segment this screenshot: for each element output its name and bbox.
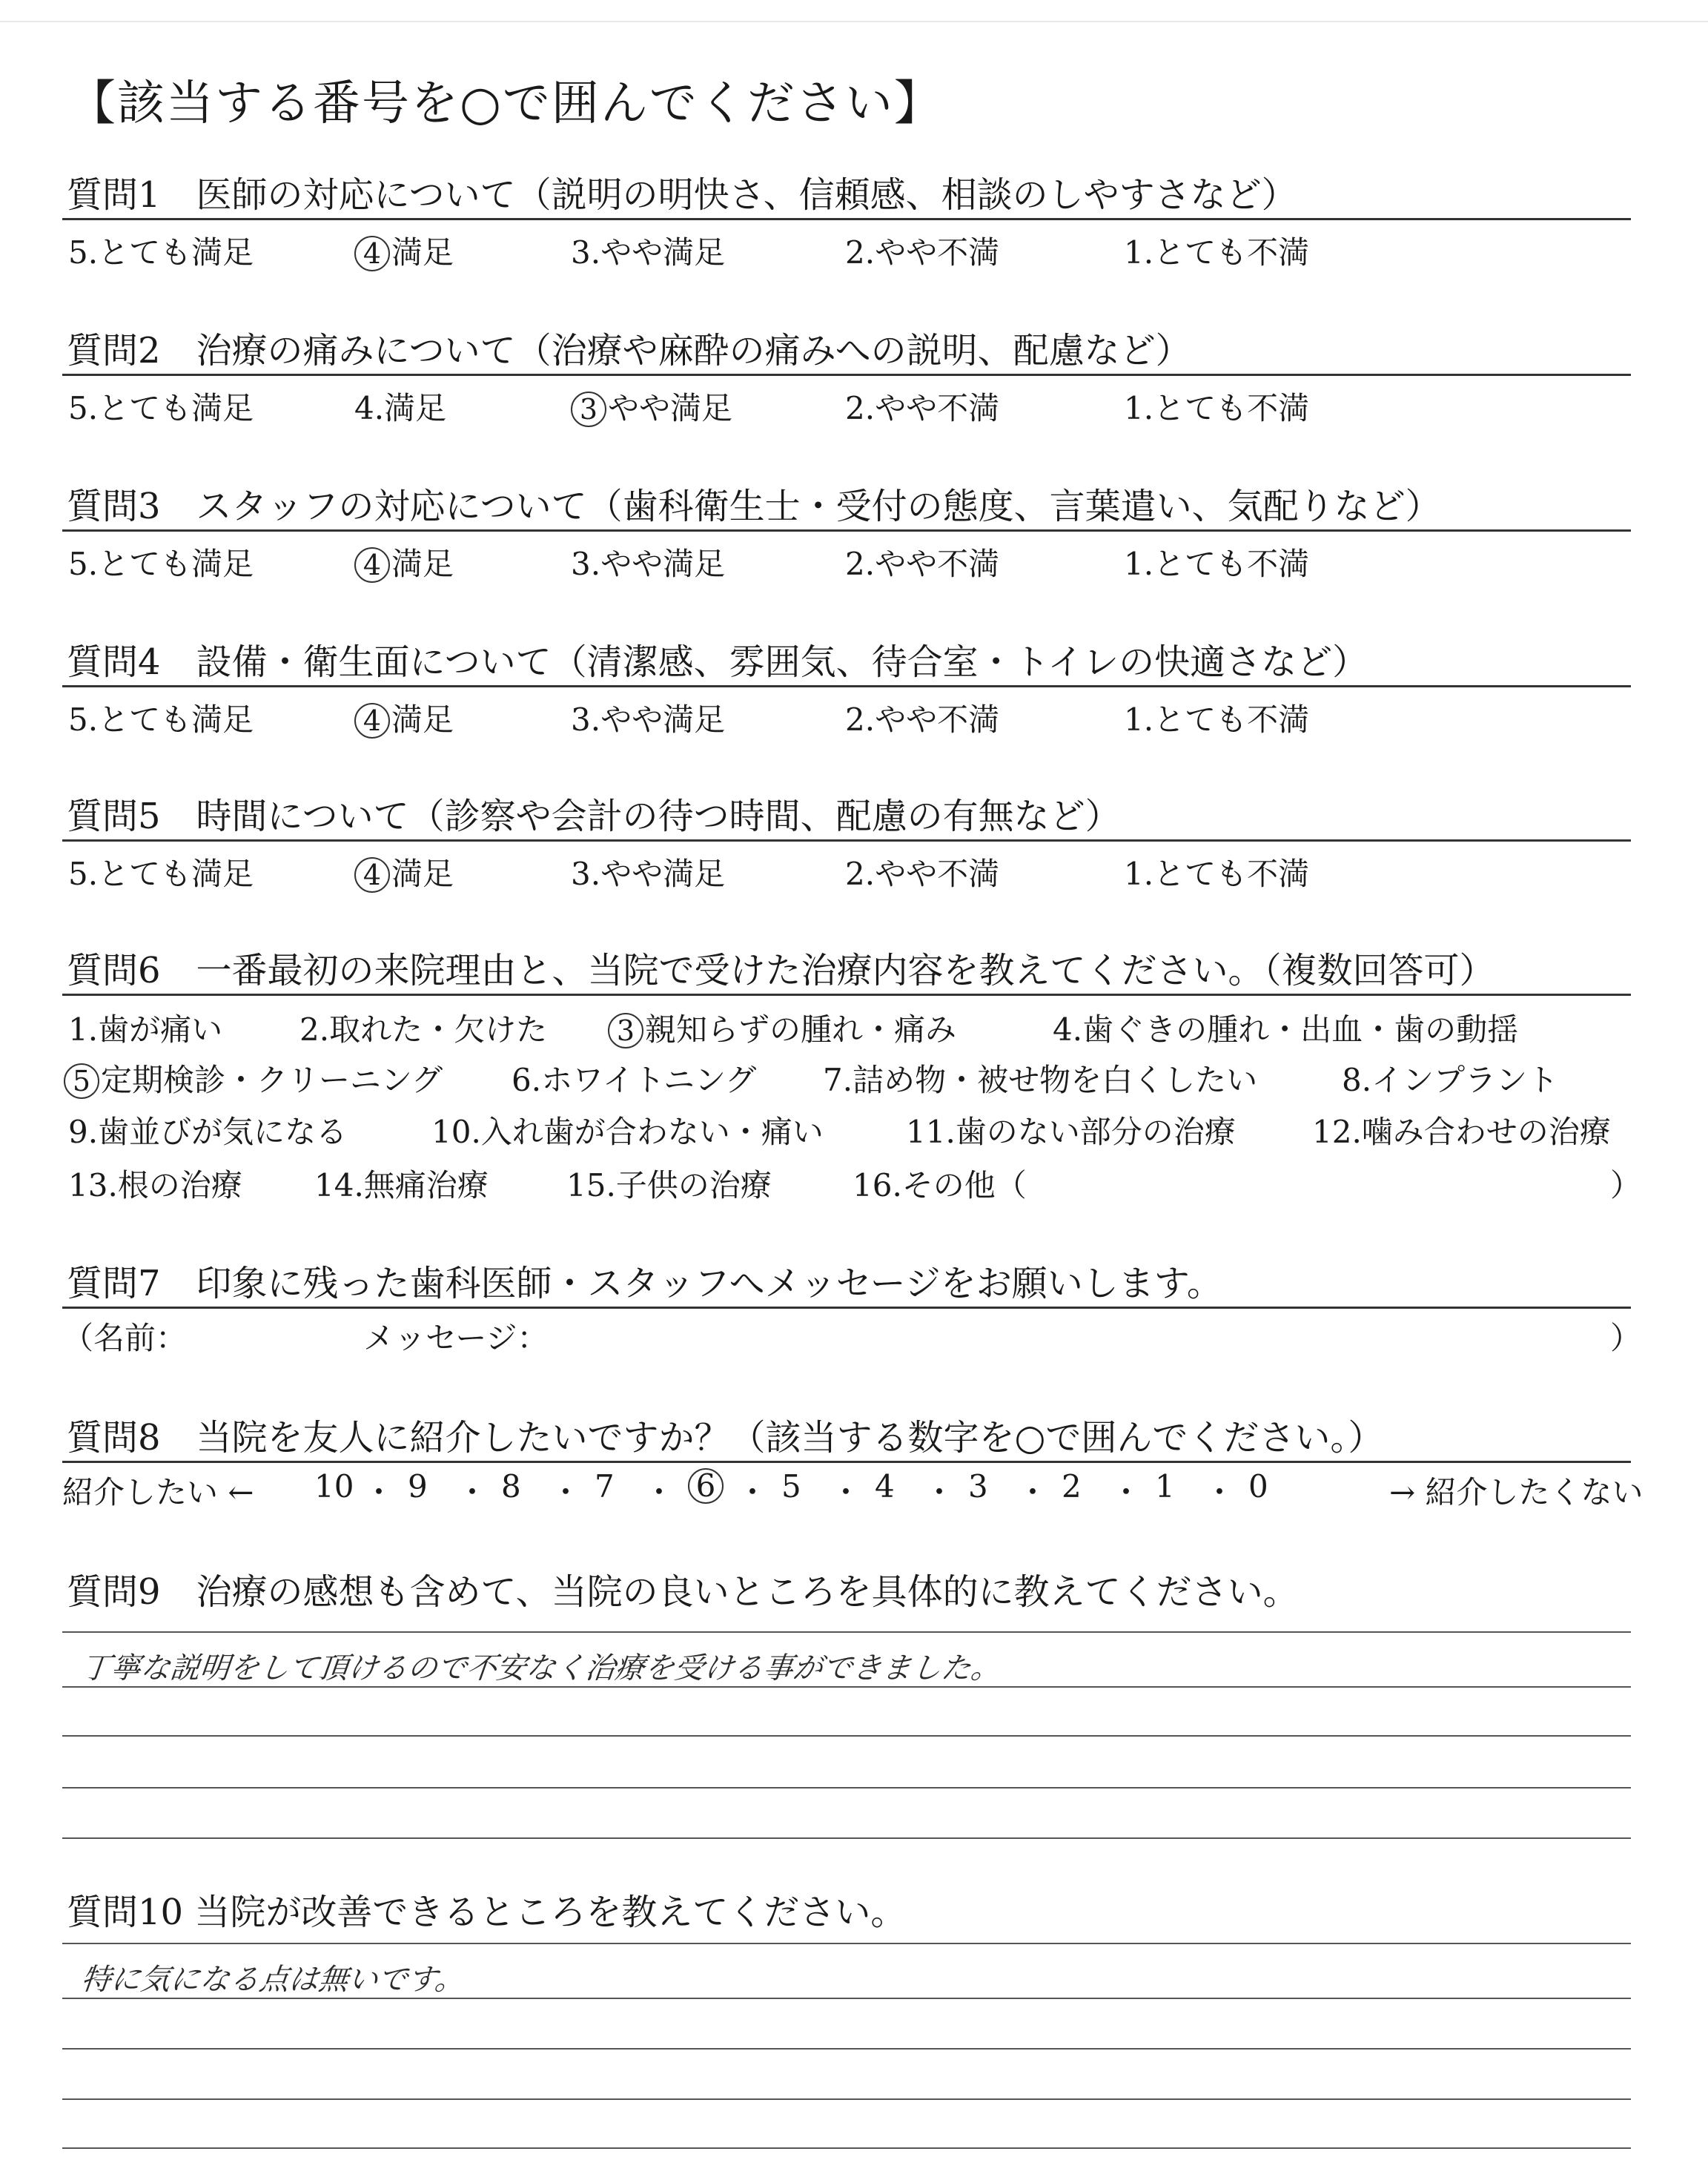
- q3-rule: [62, 529, 1631, 532]
- q7-rule: [62, 1307, 1631, 1309]
- option-number: 2.: [845, 856, 875, 892]
- q5-option-4[interactable]: [354, 850, 454, 894]
- option-label: とても満足: [98, 701, 254, 738]
- q6-option-8[interactable]: [1342, 1056, 1558, 1100]
- option-number: 1.: [1124, 234, 1154, 271]
- q8-scale-2[interactable]: 2: [1062, 1468, 1082, 1505]
- option-label: とても満足: [98, 546, 254, 582]
- q9-line-1: [62, 1631, 1631, 1633]
- option-label: とても不満: [1153, 856, 1310, 892]
- option-number: 13.: [68, 1167, 118, 1203]
- q8-scale-selected[interactable]: 6: [688, 1468, 724, 1504]
- option-number: 1.: [1124, 390, 1154, 426]
- q2-option-4[interactable]: [354, 384, 446, 429]
- option-label: 根の治療: [117, 1167, 242, 1203]
- q8-scale-7[interactable]: 7: [595, 1468, 615, 1505]
- q10-line-2: [62, 1998, 1631, 1999]
- q1-option-4[interactable]: [354, 228, 454, 273]
- option-number: 4.: [1053, 1011, 1083, 1048]
- selected-circle: 4: [354, 703, 390, 739]
- option-label: インプラント: [1371, 1062, 1559, 1098]
- option-label: 満足: [391, 701, 454, 738]
- selected-circle: 3: [608, 1013, 643, 1048]
- q6-option-12[interactable]: [1312, 1108, 1611, 1152]
- q9-line-5: [62, 1837, 1631, 1839]
- q7-name-label: （名前：: [62, 1320, 188, 1356]
- q6-option-4[interactable]: [1053, 1005, 1518, 1050]
- q1-option-3[interactable]: [571, 228, 725, 273]
- q8-separator: ・: [1017, 1474, 1049, 1510]
- q10-line-5: [62, 2147, 1631, 2149]
- option-label: やや不満: [875, 701, 1000, 738]
- q8-scale-10[interactable]: 10: [314, 1468, 354, 1505]
- q3-option-2[interactable]: [845, 540, 999, 584]
- option-label: 歯ぐきの腫れ・出血・歯の動揺: [1082, 1011, 1519, 1048]
- option-number: 16.: [853, 1167, 902, 1203]
- q5-heading: 質問5 時間について（診察や会計の待つ時間、配慮の有無など）: [67, 796, 1121, 837]
- q7-message-label: メッセージ：: [363, 1320, 549, 1356]
- q1-rule: [62, 218, 1631, 220]
- q7-close: ）: [1610, 1320, 1642, 1356]
- q4-option-5[interactable]: [68, 696, 254, 740]
- q2-option-3[interactable]: [571, 384, 732, 429]
- option-number: 1.: [1124, 856, 1154, 892]
- q8-separator: ・: [457, 1474, 489, 1510]
- selected-circle: 4: [354, 857, 390, 893]
- option-number: 5.: [68, 856, 99, 892]
- option-number: 11.: [906, 1114, 956, 1150]
- q2-option-5[interactable]: [68, 384, 254, 429]
- option-label: その他（: [901, 1167, 1027, 1203]
- option-label: とても不満: [1153, 390, 1310, 426]
- option-number: 2.: [299, 1011, 330, 1048]
- q6-option-1[interactable]: [68, 1005, 222, 1050]
- q3-option-4[interactable]: [354, 540, 454, 584]
- q9-line-3: [62, 1735, 1631, 1737]
- q4-option-1[interactable]: [1124, 696, 1309, 740]
- q6-option-14[interactable]: [314, 1161, 489, 1206]
- q8-scale-0[interactable]: 0: [1248, 1468, 1268, 1505]
- option-label: 歯のない部分の治療: [955, 1114, 1236, 1150]
- option-label: やや不満: [875, 234, 1000, 271]
- option-label: 噛み合わせの治療: [1361, 1114, 1611, 1150]
- option-label: 歯が痛い: [98, 1011, 223, 1048]
- option-label: やや満足: [600, 234, 726, 271]
- q8-scale-5[interactable]: 5: [781, 1468, 801, 1505]
- option-number: 3.: [571, 701, 601, 738]
- option-number: 5.: [68, 390, 99, 426]
- option-number: 5.: [68, 701, 99, 738]
- page-title: 【該当する番号を○で囲んでください】: [68, 76, 943, 131]
- option-label: やや満足: [600, 546, 726, 582]
- option-number: 10.: [431, 1114, 481, 1150]
- option-number: 15.: [566, 1167, 616, 1203]
- option-number: 3.: [571, 546, 601, 582]
- option-label: とても満足: [98, 856, 254, 892]
- option-label: 歯並びが気になる: [98, 1114, 348, 1150]
- option-number: 14.: [314, 1167, 364, 1203]
- option-label: 満足: [391, 546, 454, 582]
- q2-option-1[interactable]: [1124, 384, 1309, 429]
- q10-line-3: [62, 2048, 1631, 2050]
- q6-option-11[interactable]: [906, 1108, 1236, 1152]
- option-number: 5.: [68, 234, 99, 271]
- q8-heading: 質問8 当院を友人に紹介したいですか？（該当する数字を○で囲んでください。）: [67, 1417, 1384, 1459]
- option-label: 満足: [391, 234, 454, 271]
- option-number: 9.: [68, 1114, 99, 1150]
- q6-option-9[interactable]: [68, 1108, 347, 1152]
- q2-rule: [62, 374, 1631, 376]
- option-number: 2.: [845, 546, 875, 582]
- selected-circle: 3: [571, 392, 606, 427]
- q8-right-label: → 紹介したくない: [1389, 1474, 1644, 1510]
- q9-line-2: [62, 1686, 1631, 1688]
- scan-edge: [0, 21, 1708, 22]
- option-number: 12.: [1312, 1114, 1362, 1150]
- q1-option-1[interactable]: [1124, 228, 1309, 273]
- option-label: 親知らずの腫れ・痛み: [645, 1011, 957, 1048]
- option-number: 1.: [68, 1011, 99, 1048]
- option-number: 8.: [1342, 1062, 1372, 1098]
- q8-separator: ・: [830, 1474, 862, 1510]
- q8-separator: ・: [363, 1474, 395, 1510]
- option-number: 5.: [68, 546, 99, 582]
- q4-option-3[interactable]: [571, 696, 725, 740]
- q4-rule: [62, 685, 1631, 687]
- q9-heading: 質問9 治療の感想も含めて、当院の良いところを具体的に教えてください。: [67, 1571, 1299, 1613]
- option-label: とても不満: [1153, 546, 1310, 582]
- q8-scale-4[interactable]: 4: [875, 1468, 895, 1505]
- q6-rule: [62, 994, 1631, 996]
- q9-line-4: [62, 1787, 1631, 1789]
- selected-circle: 4: [354, 236, 390, 271]
- q6-option-7[interactable]: [823, 1056, 1257, 1100]
- q8-scale-9[interactable]: 9: [408, 1468, 428, 1505]
- q6-option-10[interactable]: [431, 1108, 824, 1152]
- option-number: 3.: [571, 856, 601, 892]
- option-label: やや不満: [875, 546, 1000, 582]
- q8-separator: ・: [550, 1474, 582, 1510]
- q8-left-label: 紹介したい ←: [62, 1474, 254, 1510]
- q6-heading: 質問6 一番最初の来院理由と、当院で受けた治療内容を教えてください。（複数回答可）: [67, 950, 1495, 991]
- q1-option-2[interactable]: [845, 228, 999, 273]
- q6-option-15[interactable]: [566, 1161, 772, 1206]
- q8-scale-8[interactable]: 8: [501, 1468, 521, 1505]
- q10-heading: 質問10 当院が改善できるところを教えてください。: [67, 1892, 907, 1933]
- q8-separator: ・: [737, 1474, 769, 1510]
- q3-option-1[interactable]: [1124, 540, 1309, 584]
- q1-option-5[interactable]: [68, 228, 254, 273]
- option-label: やや満足: [608, 390, 733, 426]
- q1-heading: 質問1 医師の対応について（説明の明快さ、信頼感、相談のしやすさなど）: [67, 174, 1297, 216]
- option-label: 詰め物・被せ物を白くしたい: [853, 1062, 1258, 1098]
- q5-option-2[interactable]: [845, 850, 999, 894]
- option-label: とても不満: [1153, 701, 1310, 738]
- option-label: 無痛治療: [363, 1167, 489, 1203]
- q6-option-6[interactable]: [512, 1056, 756, 1100]
- q3-option-3[interactable]: [571, 540, 725, 584]
- q6-option-2[interactable]: [299, 1005, 547, 1050]
- option-label: とても不満: [1153, 234, 1310, 271]
- option-number: 1.: [1124, 546, 1154, 582]
- q5-option-3[interactable]: [571, 850, 725, 894]
- q7-heading: 質問7 印象に残った歯科医師・スタッフへメッセージをお願いします。: [67, 1263, 1222, 1304]
- q8-separator: ・: [643, 1474, 675, 1510]
- q8-separator: ・: [1204, 1474, 1236, 1510]
- option-number: 2.: [845, 390, 875, 426]
- q4-heading: 質問4 設備・衛生面について（清潔感、雰囲気、待合室・トイレの快適さなど）: [67, 641, 1368, 683]
- selected-circle: 5: [64, 1063, 99, 1099]
- q4-option-4[interactable]: [354, 696, 454, 740]
- q6-other-close: ）: [1610, 1167, 1642, 1203]
- option-label: やや満足: [600, 701, 726, 738]
- option-label: 入れ歯が合わない・痛い: [480, 1114, 824, 1150]
- q10-line-1: [62, 1943, 1631, 1944]
- option-number: 6.: [512, 1062, 542, 1098]
- q8-scale-1[interactable]: 1: [1155, 1468, 1175, 1505]
- option-label: 定期検診・クリーニング: [101, 1062, 443, 1098]
- q6-option-5[interactable]: [64, 1056, 443, 1100]
- option-number: 2.: [845, 701, 875, 738]
- option-number: 7.: [823, 1062, 853, 1098]
- option-number: 3.: [571, 234, 601, 271]
- q5-option-5[interactable]: [68, 850, 254, 894]
- q10-line-4: [62, 2098, 1631, 2100]
- q5-option-1[interactable]: [1124, 850, 1309, 894]
- q10-answer: 特に気になる点は無いです。: [79, 1963, 466, 1997]
- q8-scale-3[interactable]: 3: [968, 1468, 988, 1505]
- option-label: とても満足: [98, 390, 254, 426]
- option-label: やや不満: [875, 856, 1000, 892]
- q4-option-2[interactable]: [845, 696, 999, 740]
- q3-heading: 質問3 スタッフの対応について（歯科衛生士・受付の態度、言葉遣い、気配りなど）: [67, 486, 1441, 527]
- q5-rule: [62, 839, 1631, 842]
- q3-option-5[interactable]: [68, 540, 254, 584]
- q6-option-13[interactable]: [68, 1161, 242, 1206]
- q8-separator: ・: [924, 1474, 956, 1510]
- q2-option-2[interactable]: [845, 384, 999, 429]
- option-label: 満足: [384, 390, 447, 426]
- option-label: やや不満: [875, 390, 1000, 426]
- q2-heading: 質問2 治療の痛みについて（治療や麻酔の痛みへの説明、配慮など）: [67, 330, 1191, 371]
- option-label: ホワイトニング: [541, 1062, 757, 1098]
- q6-option-16[interactable]: [853, 1161, 1027, 1206]
- option-label: 満足: [391, 856, 454, 892]
- selected-circle: 4: [354, 547, 390, 583]
- option-number: 4.: [354, 390, 385, 426]
- q9-answer: 丁寧な説明をして頂けるので不安なく治療を受ける事ができました。: [79, 1651, 1003, 1685]
- option-number: 1.: [1124, 701, 1154, 738]
- q8-rule: [62, 1461, 1631, 1463]
- q8-separator: ・: [1110, 1474, 1142, 1510]
- option-number: 2.: [845, 234, 875, 271]
- option-label: やや満足: [600, 856, 726, 892]
- option-label: 取れた・欠けた: [329, 1011, 548, 1048]
- option-label: とても満足: [98, 234, 254, 271]
- q6-option-3[interactable]: [608, 1005, 956, 1050]
- option-label: 子供の治療: [615, 1167, 772, 1203]
